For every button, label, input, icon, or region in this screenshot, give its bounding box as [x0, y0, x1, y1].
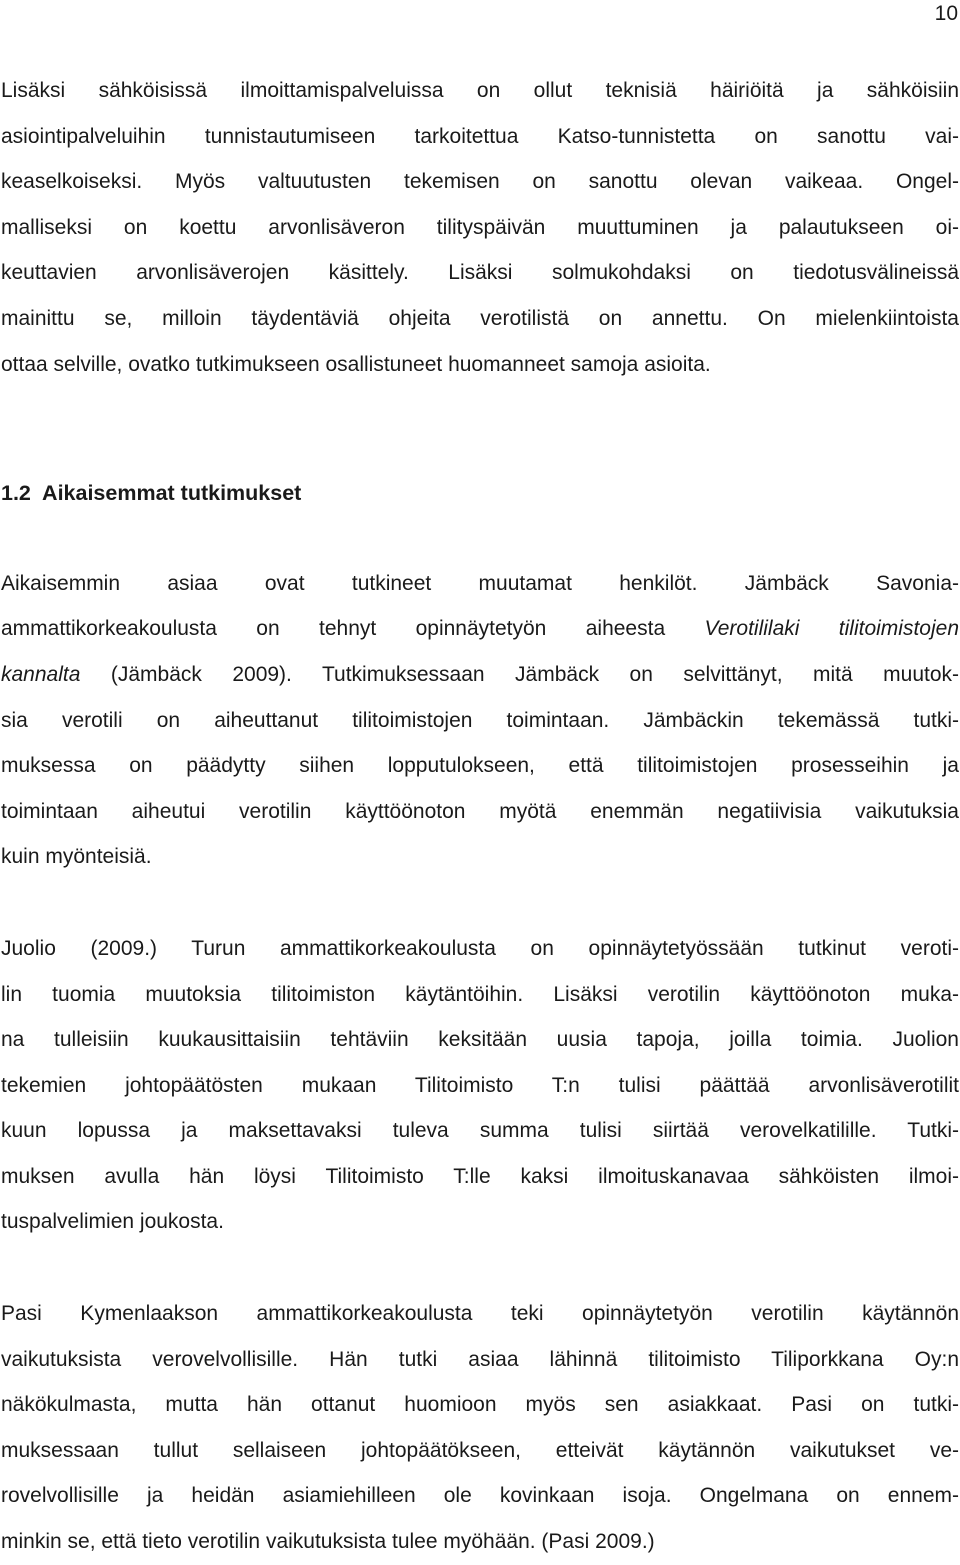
text-line: tuspalvelimien joukosta.	[1, 1210, 224, 1234]
text-line: malliseksi on koettu arvonlisäveron tilityspäivän muuttuminen ja palautukseen oi-	[1, 215, 959, 239]
text-line: tekemien johtopäätösten mukaan Tilitoimisto T:n tulisi päättää arvonlisäverotilit	[1, 1073, 959, 1097]
text-line: muksen avulla hän löysi Tilitoimisto T:lle kaksi ilmoituskanavaa sähköisten ilmoi-	[1, 1164, 959, 1188]
text-line: vaikutuksista verovelvollisille. Hän tutki asiaa lähinnä tilitoimisto Tiliporkkana Oy:n	[1, 1347, 959, 1371]
text-line: toimintaan aiheutui verotilin käyttöönoton myötä enemmän negatiivisia vaikutuksia	[1, 799, 959, 823]
paragraph-1	[1, 68, 959, 387]
text-line	[1, 652, 959, 698]
text-line: keuttavien arvonlisäverojen käsittely. Lisäksi solmukohdaksi on tiedotusvälineissä	[1, 261, 959, 285]
text-line: muksessa on päädytty siihen lopputulokseen, että tilitoimistojen prosesseihin ja	[1, 754, 959, 778]
paragraph-2	[1, 561, 959, 880]
text-run: ammattikorkeakoulusta on tehnyt opinnäytetyön aiheesta	[1, 617, 705, 641]
paragraph-4	[1, 1291, 959, 1565]
paragraph-3	[1, 926, 959, 1245]
text-line: Pasi Kymenlaakson ammattikorkeakoulusta teki opinnäytetyön verotilin käytännön	[1, 1302, 959, 1326]
text-line: na tulleisiin kuukausittaisiin tehtäviin keksitään uusia tapoja, joilla toimia. Juolion	[1, 1028, 959, 1052]
text-line: rovelvollisille ja heidän asiamiehilleen ole kovinkaan isoja. Ongelmana on ennem-	[1, 1484, 959, 1508]
text-line: näkökulmasta, mutta hän ottanut huomioon myös sen asiakkaat. Pasi on tutki-	[1, 1393, 959, 1417]
text-line: sia verotili on aiheuttanut tilitoimistojen toimintaan. Jämbäckin tekemässä tutki-	[1, 708, 959, 732]
text-line: minkin se, että tieto verotilin vaikutuksista tulee myöhään. (Pasi 2009.)	[1, 1530, 655, 1554]
text-line: Aikaisemmin asiaa ovat tutkineet muutamat henkilöt. Jämbäck Savonia-	[1, 571, 959, 595]
text-line: ottaa selville, ovatko tutkimukseen osallistuneet huomanneet samoja asioita.	[1, 352, 711, 376]
text-line: kuun lopussa ja maksettavaksi tuleva summa tulisi siirtää verovelkatilille. Tutki-	[1, 1119, 959, 1143]
text-line: muksessaan tullut sellaiseen johtopäätökseen, etteivät käytännön vaikutukset ve-	[1, 1438, 959, 1462]
text-line: Juolio (2009.) Turun ammattikorkeakoulusta on opinnäytetyössään tutkinut veroti-	[1, 936, 959, 960]
text-line: kuin myönteisiä.	[1, 845, 152, 869]
page-number: 10	[934, 2, 958, 25]
text-line	[1, 606, 959, 652]
text-line: keaselkoiseksi. Myös valtuutusten tekemisen on sanottu olevan vaikeaa. Ongel-	[1, 170, 959, 194]
thesis-title-italic: kannalta	[1, 662, 81, 686]
text-line: asiointipalveluihin tunnistautumiseen tarkoitettua Katso-tunnistetta on sanottu vai-	[1, 124, 959, 148]
thesis-title-italic: Verotililaki tilitoimistojen	[704, 617, 959, 641]
section-heading: 1.2 Aikaisemmat tutkimukset	[1, 481, 302, 506]
document-body	[1, 68, 959, 1565]
text-line: Lisäksi sähköisissä ilmoittamispalveluissa on ollut teknisiä häiriöitä ja sähköisiin	[1, 79, 959, 102]
text-run: (Jämbäck 2009). Tutkimuksessaan Jämbäck on selvittänyt, mitä muutok-	[80, 662, 959, 686]
text-line: mainittu se, milloin täydentäviä ohjeita verotilistä on annettu. On mielenkiintoista	[1, 306, 959, 330]
text-line: lin tuomia muutoksia tilitoimiston käytäntöihin. Lisäksi verotilin käyttöönoton muka-	[1, 982, 959, 1006]
